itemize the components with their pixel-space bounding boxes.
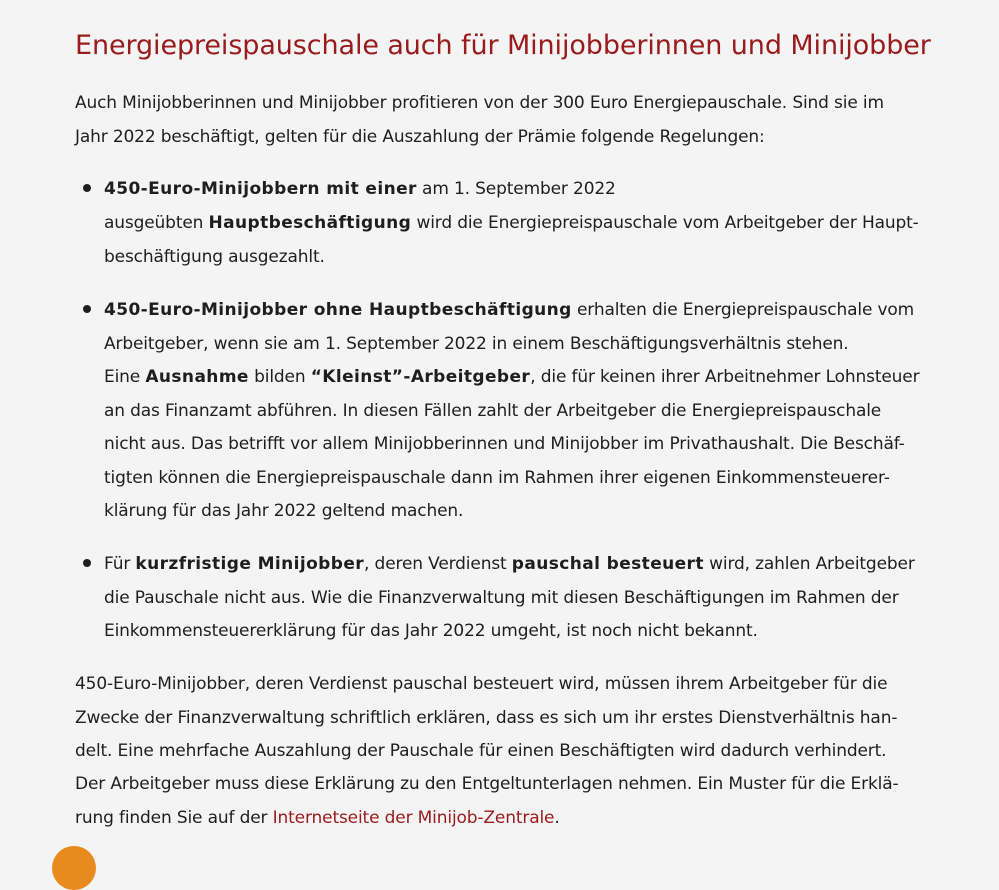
list-item-line: Eine Ausnahme bilden “Kleinst”-Arbeitgeber, die für keinen ihrer Arbeitnehmer Lohnsteuer xyxy=(104,367,920,387)
outro-line: Zwecke der Finanzverwaltung schriftlich erklären, dass es sich um ihr erstes Dienstverhältnis han- xyxy=(75,708,898,728)
list-item-line: ausgeübten Hauptbeschäftigung wird die Energiepreispauschale vom Arbeitgeber der Haupt- xyxy=(104,213,919,233)
intro-line: Auch Minijobberinnen und Minijobber profitieren von der 300 Euro Energiepauschale. Sind sie im xyxy=(75,93,884,113)
outro-line: Der Arbeitgeber muss diese Erklärung zu den Entgeltunterlagen nehmen. Ein Muster für die Erklä- xyxy=(75,774,899,794)
list-item-line: Einkommensteuererklärung für das Jahr 2022 umgeht, ist noch nicht bekannt. xyxy=(104,621,758,641)
list-item-line: Arbeitgeber, wenn sie am 1. September 2022 in einem Beschäftigungsverhältnis stehen. xyxy=(104,334,849,354)
outro-line: delt. Eine mehrfache Auszahlung der Pauschale für einen Beschäftigten wird dadurch verhindert. xyxy=(75,741,887,761)
intro-line: Jahr 2022 beschäftigt, gelten für die Auszahlung der Prämie folgende Regelungen: xyxy=(75,127,765,147)
list-item-line: 450-Euro-Minijobbern mit einer am 1. September 2022 xyxy=(104,179,616,199)
list-item-line: beschäftigung ausgezahlt. xyxy=(104,247,325,267)
minijob-zentrale-link[interactable]: Internetseite der Minijob-Zentrale xyxy=(272,808,555,828)
list-item-line: an das Finanzamt abführen. In diesen Fällen zahlt der Arbeitgeber die Energiepreispauschale xyxy=(104,401,882,421)
list-item-line: nicht aus. Das betrifft vor allem Minijobberinnen und Minijobber im Privathaushalt. Die Beschäf- xyxy=(104,434,905,454)
list-item-line: tigten können die Energiepreispauschale dann im Rahmen ihrer eigenen Einkommensteuerer- xyxy=(104,468,890,488)
list-item-line: die Pauschale nicht aus. Wie die Finanzverwaltung mit diesen Beschäftigungen im Rahmen der xyxy=(104,588,899,608)
outro-line: 450-Euro-Minijobber, deren Verdienst pauschal besteuert wird, müssen ihrem Arbeitgeber für die xyxy=(75,674,888,694)
bullet-dot xyxy=(83,559,91,567)
page-title: Energiepreispauschale auch für Minijobberinnen und Minijobber xyxy=(75,30,931,61)
list-item-line: 450-Euro-Minijobber ohne Hauptbeschäftigung erhalten die Energiepreispauschale vom xyxy=(104,300,915,320)
list-item-line: Für kurzfristige Minijobber, deren Verdienst pauschal besteuert wird, zahlen Arbeitgeber xyxy=(104,554,915,574)
accent-circle xyxy=(52,846,96,890)
list-item-line: klärung für das Jahr 2022 geltend machen. xyxy=(104,501,464,521)
outro-line: rung finden Sie auf der Internetseite der Minijob-Zentrale. xyxy=(75,808,560,828)
bullet-dot xyxy=(83,184,91,192)
bullet-dot xyxy=(83,305,91,313)
